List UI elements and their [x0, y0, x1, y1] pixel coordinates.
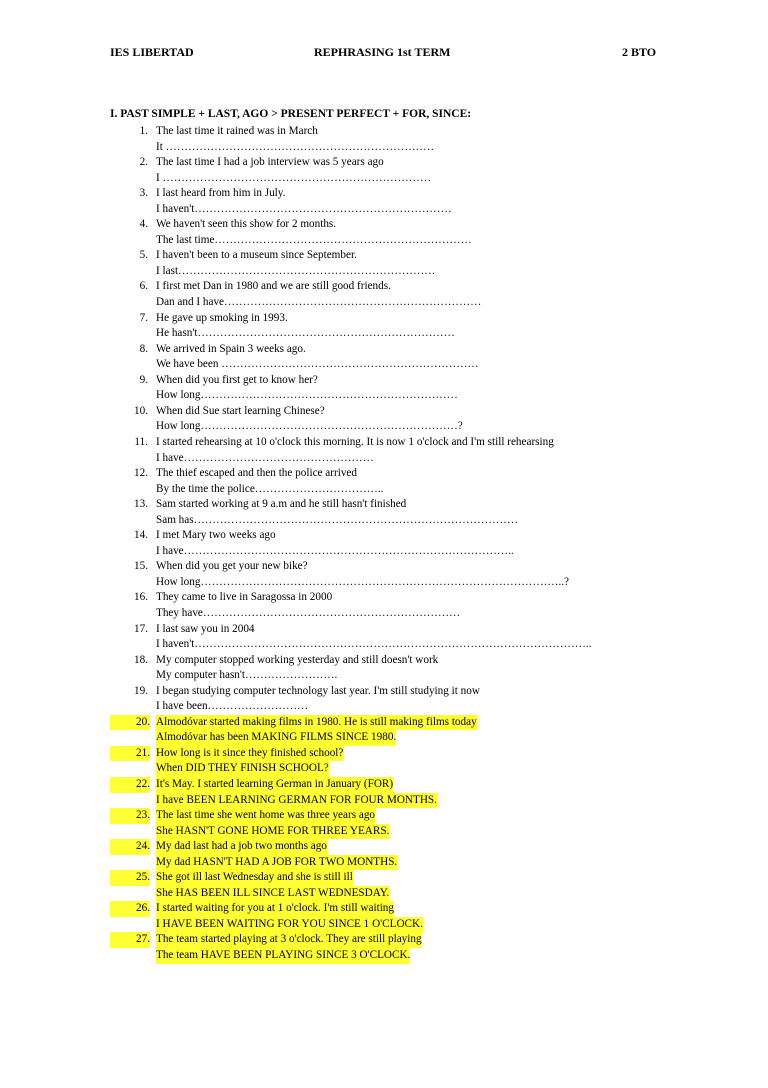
exercise-item: [110, 559, 730, 590]
exercise-item: [110, 777, 730, 808]
item-number: 17.: [134, 622, 148, 635]
item-number: 6.: [139, 280, 148, 293]
item-answer: My dad HASN'T HAD A JOB FOR TWO MONTHS.: [156, 855, 397, 871]
exercise-item: [110, 715, 730, 746]
exercise-item: [110, 839, 730, 870]
item-prompt: Sam started working at 9 a.m and he still hasn't finished: [156, 498, 407, 511]
item-answer: The last time……………………………………………………………: [156, 233, 472, 246]
exercise-item: [110, 590, 730, 621]
item-answer: I HAVE BEEN WAITING FOR YOU SINCE 1 O'CLOCK.: [156, 917, 423, 933]
item-number: 25.: [110, 870, 150, 886]
item-prompt: When did you first get to know her?: [156, 373, 318, 386]
item-number: 5.: [139, 249, 148, 262]
exercise-item: [110, 435, 730, 466]
exercise-item: [110, 653, 730, 684]
item-prompt: My computer stopped working yesterday and still doesn't work: [156, 653, 439, 666]
item-answer: My computer hasn't…………………….: [156, 669, 338, 682]
item-answer: Dan and I have……………………………………………………………: [156, 296, 482, 309]
item-prompt: I last heard from him in July.: [156, 187, 286, 200]
item-prompt: I started rehearsing at 10 o'clock this morning. It is now 1 o'clock and I'm still rehearsing: [156, 435, 554, 448]
item-number: 10.: [134, 404, 148, 417]
exercise-item: [110, 622, 730, 653]
exercise-item: [110, 279, 730, 310]
item-number: 22.: [110, 777, 150, 793]
section-title: I. PAST SIMPLE + LAST, AGO > PRESENT PERFECT + FOR, SINCE:: [110, 108, 472, 120]
header-title: REPHRASING 1st TERM: [314, 45, 451, 59]
item-answer: We have been ……………………………………………………………: [156, 358, 479, 371]
item-prompt: When did you get your new bike?: [156, 560, 308, 573]
item-number: 7.: [139, 311, 148, 324]
item-number: 12.: [134, 467, 148, 480]
item-answer: I have……………………………………………………………………………..: [156, 544, 514, 557]
exercise-item: [110, 528, 730, 559]
item-answer: I last……………………………………………………………: [156, 264, 436, 277]
item-answer: I haven't……………………………………………………………: [156, 202, 452, 215]
item-prompt: I met Mary two weeks ago: [156, 529, 276, 542]
item-number: 15.: [134, 560, 148, 573]
item-answer: Sam has……………………………………………………………………………: [156, 513, 519, 526]
exercise-item: [110, 808, 730, 839]
item-number: 23.: [110, 808, 150, 824]
item-prompt: My dad last had a job two months ago: [156, 839, 327, 855]
item-prompt: He gave up smoking in 1993.: [156, 311, 288, 324]
item-answer: I have been………………………: [156, 700, 309, 713]
item-prompt: When did Sue start learning Chinese?: [156, 404, 325, 417]
item-number: 8.: [139, 342, 148, 355]
item-number: 3.: [139, 187, 148, 200]
item-number: 18.: [134, 653, 148, 666]
item-prompt: How long is it since they finished school?: [156, 746, 343, 762]
exercise-item: [110, 155, 730, 186]
item-prompt: It's May. I started learning German in January (FOR): [156, 777, 393, 793]
exercise-item: [110, 186, 730, 217]
item-answer: How long……………………………………………………………………………………..?: [156, 575, 569, 588]
item-prompt: I began studying computer technology last year. I'm still studying it now: [156, 684, 480, 697]
item-answer: She HAS BEEN ILL SINCE LAST WEDNESDAY.: [156, 886, 389, 902]
item-answer: I ………………………………………………………………: [156, 171, 432, 184]
item-prompt: She got ill last Wednesday and she is still ill: [156, 870, 353, 886]
item-prompt: We haven't seen this show for 2 months.: [156, 218, 337, 231]
exercise-list: [110, 124, 730, 964]
item-answer: It ………………………………………………………………: [156, 140, 435, 153]
exercise-item: [110, 684, 730, 715]
item-prompt: The last time she went home was three years ago: [156, 808, 375, 824]
item-prompt: The thief escaped and then the police arrived: [156, 467, 357, 480]
header-level: 2 BTO: [622, 45, 657, 59]
item-answer: Almodóvar has been MAKING FILMS SINCE 1980.: [156, 730, 396, 746]
item-number: 16.: [134, 591, 148, 604]
item-prompt: They came to live in Saragossa in 2000: [156, 591, 333, 604]
exercise-item: [110, 404, 730, 435]
item-number: 1.: [139, 125, 148, 137]
item-prompt: I last saw you in 2004: [156, 622, 255, 635]
header-school: IES LIBERTAD: [110, 45, 194, 59]
item-answer: I have BEEN LEARNING GERMAN FOR FOUR MONTHS.: [156, 793, 437, 809]
item-number: 27.: [110, 932, 150, 948]
item-answer: When DID THEY FINISH SCHOOL?: [156, 761, 329, 777]
exercise-item: [110, 124, 730, 155]
item-prompt: The last time it rained was in March: [156, 125, 318, 137]
item-prompt: I started waiting for you at 1 o'clock. I'm still waiting: [156, 901, 394, 917]
item-number: 14.: [134, 529, 148, 542]
item-prompt: The team started playing at 3 o'clock. They are still playing: [156, 932, 422, 948]
item-answer: They have……………………………………………………………: [156, 607, 461, 619]
exercise-item: [110, 373, 730, 404]
item-answer: I haven't……………………………………………………………………………………………..: [156, 638, 592, 651]
item-answer: By the time the police……………………………..: [156, 482, 384, 495]
item-prompt: I first met Dan in 1980 and we are still good friends.: [156, 280, 391, 293]
exercise-item: [110, 932, 730, 963]
item-prompt: Almodóvar started making films in 1980. He is still making films today: [156, 715, 477, 731]
item-answer: The team HAVE BEEN PLAYING SINCE 3 O'CLOCK.: [156, 948, 410, 964]
item-answer: He hasn't……………………………………………………………: [156, 327, 455, 340]
item-answer: She HASN'T GONE HOME FOR THREE YEARS.: [156, 824, 389, 840]
exercise-item: [110, 870, 730, 901]
item-number: 13.: [134, 498, 148, 511]
item-number: 19.: [134, 684, 148, 697]
item-number: 20.: [110, 715, 150, 731]
exercise-item: [110, 342, 730, 373]
item-number: 21.: [110, 746, 150, 762]
item-number: 11.: [134, 435, 148, 448]
exercise-item: [110, 466, 730, 497]
item-prompt: The last time I had a job interview was 5 years ago: [156, 156, 384, 169]
item-number: 2.: [139, 156, 148, 169]
item-number: 24.: [110, 839, 150, 855]
item-number: 9.: [139, 373, 148, 386]
item-prompt: I haven't been to a museum since September.: [156, 249, 357, 262]
item-prompt: We arrived in Spain 3 weeks ago.: [156, 342, 306, 355]
exercise-item: [110, 248, 730, 279]
exercise-item: [110, 746, 730, 777]
item-number: 4.: [139, 218, 148, 231]
exercise-item: [110, 497, 730, 528]
item-answer: How long……………………………………………………………: [156, 389, 458, 402]
item-answer: How long……………………………………………………………?: [156, 420, 463, 433]
exercise-item: [110, 311, 730, 342]
item-number: 26.: [110, 901, 150, 917]
item-answer: I have……………………………………………: [156, 451, 374, 464]
exercise-item: [110, 901, 730, 932]
exercise-item: [110, 217, 730, 248]
